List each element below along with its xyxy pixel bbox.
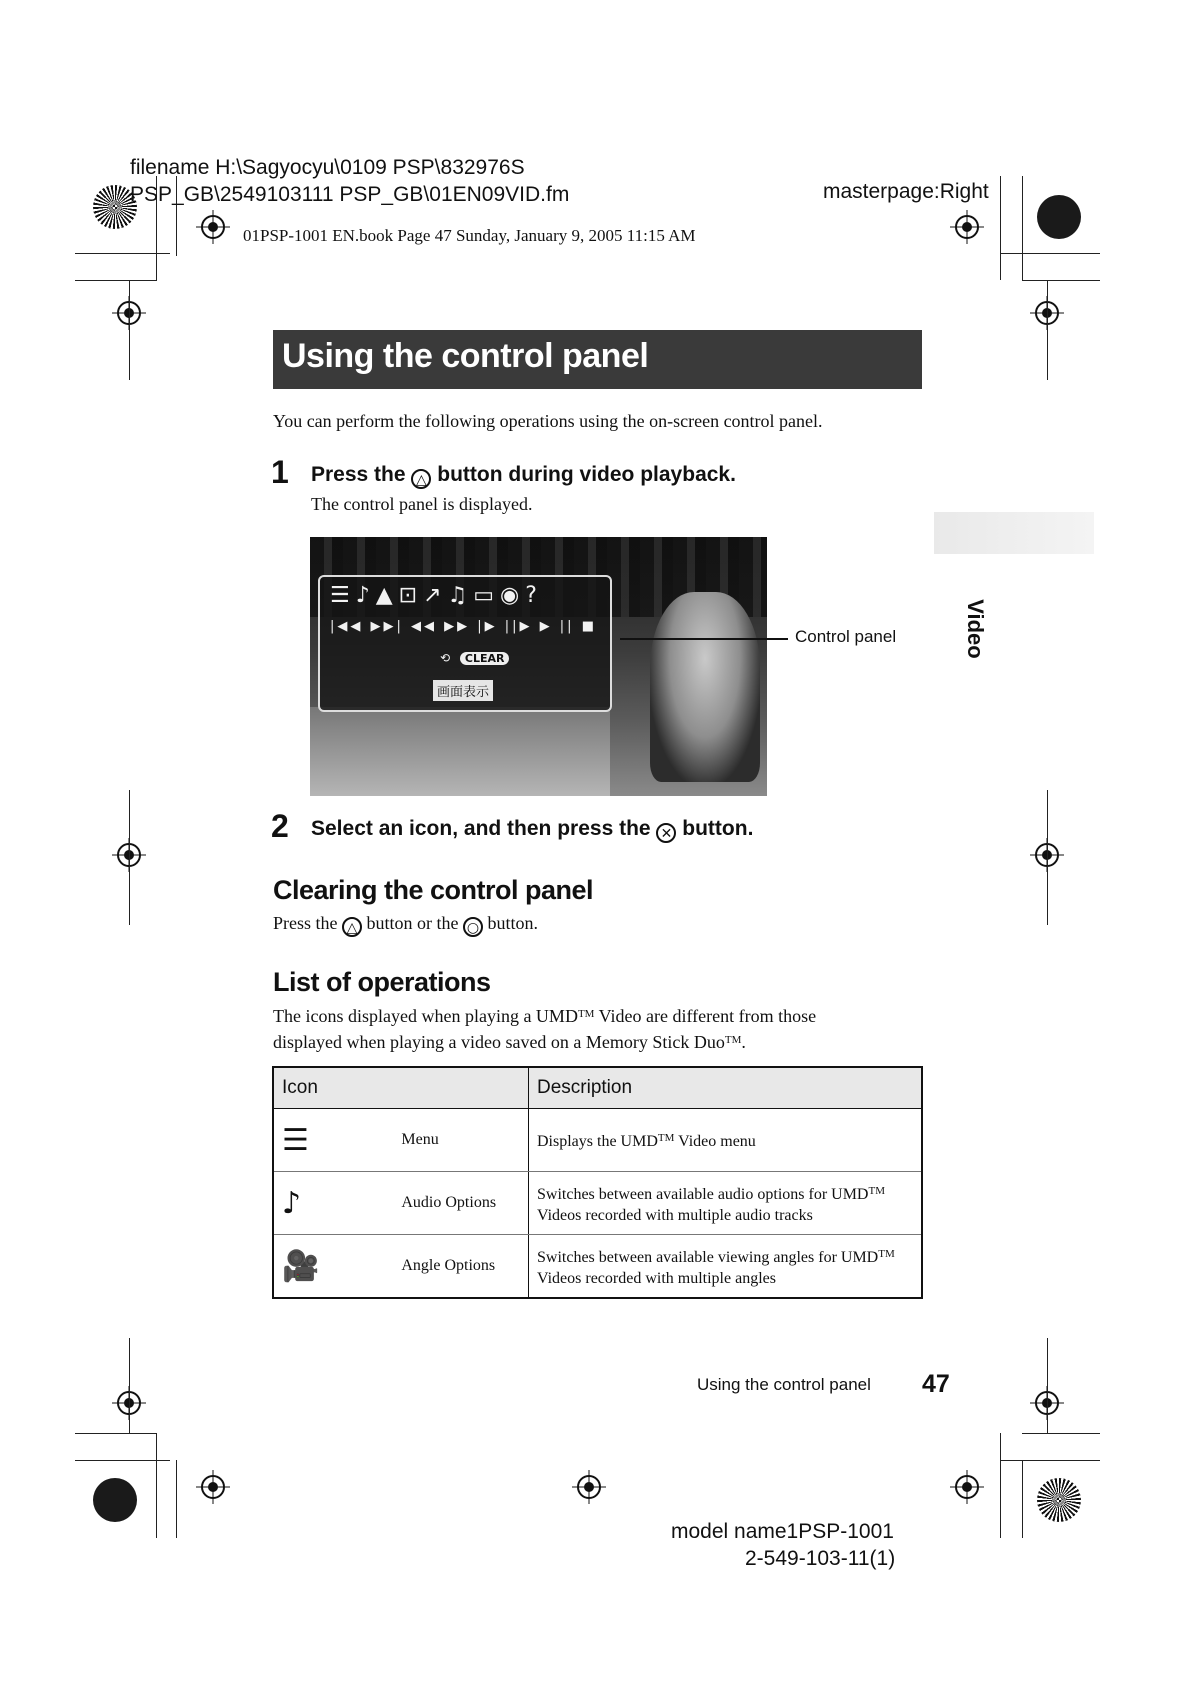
control-panel-icons-row-2: |◀◀ ▶▶| ◀◀ ▶▶ |▶ ||▶ ▶ || ■ xyxy=(330,619,597,634)
step-1-number: 1 xyxy=(271,454,289,490)
display-label: 画面表示 xyxy=(433,680,493,701)
step-1-heading-after: button during video playback. xyxy=(437,463,736,486)
registration-crosshair-icon xyxy=(196,210,230,244)
operation-name: Audio Options xyxy=(389,1172,528,1235)
operation-description xyxy=(529,1235,923,1299)
crop-line xyxy=(129,1338,130,1433)
audio-options-icon: ♪ xyxy=(273,1172,389,1235)
section-title-bar xyxy=(273,330,922,389)
footer-title: Using the control panel xyxy=(697,1375,871,1394)
trademark: TM xyxy=(577,1008,595,1020)
callout-leader-line xyxy=(620,638,788,640)
book-page-line: 01PSP-1001 EN.book Page 47 Sunday, January 9, 2005 11:15 AM xyxy=(243,226,696,245)
crop-line xyxy=(176,1460,177,1538)
triangle-button-icon: △ xyxy=(411,469,431,489)
filename-line-2: PSP_GB\2549103111 PSP_GB\01EN09VID.fm xyxy=(130,183,570,206)
column-header-icon: Icon xyxy=(273,1067,529,1109)
crop-line xyxy=(1000,176,1001,280)
column-header-description: Description xyxy=(529,1067,923,1109)
para-1-text: The icons displayed when playing a UMD xyxy=(273,1006,578,1026)
step-2-number: 2 xyxy=(271,808,289,844)
crop-line xyxy=(1022,1460,1023,1538)
control-panel-overlay xyxy=(318,575,612,712)
desc-text: Switches between available audio options for UMD xyxy=(537,1185,869,1203)
clear-label: CLEAR xyxy=(460,652,510,665)
step-2-heading-before: Select an icon, and then press the xyxy=(311,817,651,840)
operations-table xyxy=(272,1066,923,1299)
operation-description xyxy=(529,1109,923,1172)
registration-burst-bottom-right xyxy=(1037,1478,1081,1522)
registration-dot-bottom-left xyxy=(93,1478,137,1522)
crop-line xyxy=(75,280,157,281)
para-2-text: displayed when playing a video saved on a Memory Stick Duo xyxy=(273,1032,725,1052)
crop-line xyxy=(1022,1433,1100,1434)
section-title: Using the control panel xyxy=(282,337,649,375)
desc-text-line-2: Videos recorded with multiple audio tracks xyxy=(537,1206,813,1224)
model-code: 2-549-103-11(1) xyxy=(745,1547,896,1570)
crop-line xyxy=(1022,280,1100,281)
control-panel-icons-row-3 xyxy=(440,651,509,665)
clearing-text-after: button. xyxy=(487,913,539,933)
chapter-tab xyxy=(934,512,1094,554)
crop-line xyxy=(1000,253,1100,254)
trademark: TM xyxy=(868,1184,885,1197)
registration-crosshair-icon xyxy=(572,1470,606,1504)
desc-text: Switches between available viewing angles for UMD xyxy=(537,1248,879,1266)
control-panel-callout: Control panel xyxy=(795,627,897,646)
crop-line xyxy=(129,790,130,925)
crop-line xyxy=(1000,1460,1100,1461)
registration-dot-top-right xyxy=(1037,195,1081,239)
page-number: 47 xyxy=(922,1370,950,1398)
crop-line xyxy=(129,280,130,380)
desc-text-line-2: Videos recorded with multiple angles xyxy=(537,1269,776,1287)
crop-line xyxy=(156,1433,157,1538)
step-1-heading-before: Press the xyxy=(311,463,406,486)
model-name: model name1PSP-1001 xyxy=(671,1520,894,1543)
registration-crosshair-icon xyxy=(196,1470,230,1504)
intro-text: You can perform the following operations using the on-screen control panel. xyxy=(273,411,823,431)
control-panel-icons-row-1: ☰♪▲⊡↗♫▭◉? xyxy=(330,583,543,608)
table-row xyxy=(273,1235,922,1299)
list-of-operations-heading: List of operations xyxy=(273,967,491,997)
filename-line-1: filename H:\Sagyocyu\0109 PSP\832976S xyxy=(130,156,525,179)
trademark: TM xyxy=(878,1247,895,1260)
seated-person xyxy=(650,592,760,782)
floor xyxy=(310,707,610,796)
repeat-icon: ⟲ xyxy=(440,651,451,665)
masterpage-label: masterpage:Right xyxy=(823,180,989,203)
operation-name: Menu xyxy=(389,1109,528,1172)
table-row xyxy=(273,1172,922,1235)
list-of-operations-para-line-2 xyxy=(273,1032,746,1053)
step-1-heading xyxy=(311,463,736,489)
desc-text-end: Video menu xyxy=(674,1133,756,1150)
crop-line xyxy=(1022,176,1023,280)
cross-button-icon: ✕ xyxy=(656,823,676,843)
para-1-text-end: Video are different from those xyxy=(594,1006,817,1026)
crop-line xyxy=(1047,1338,1048,1433)
crop-line xyxy=(1047,280,1048,380)
menu-icon: ☰ xyxy=(273,1109,389,1172)
triangle-button-icon: △ xyxy=(342,917,362,937)
table-row xyxy=(273,1109,922,1172)
list-of-operations-para-line-1 xyxy=(273,1006,816,1027)
step-1-detail: The control panel is displayed. xyxy=(311,494,533,514)
circle-button-icon: ○ xyxy=(463,917,483,937)
crop-line xyxy=(1000,1433,1001,1538)
angle-options-icon: 🎥 xyxy=(273,1235,389,1299)
trademark: TM xyxy=(657,1132,675,1144)
clearing-heading: Clearing the control panel xyxy=(273,875,594,905)
step-2-heading-after: button. xyxy=(682,817,754,840)
operation-name: Angle Options xyxy=(389,1235,528,1299)
registration-crosshair-icon xyxy=(950,1470,984,1504)
crop-line xyxy=(75,1433,157,1434)
video-playback-screenshot xyxy=(310,537,767,796)
crop-line xyxy=(1047,790,1048,925)
table-header-row xyxy=(273,1067,922,1109)
operation-description xyxy=(529,1172,923,1235)
trademark: TM xyxy=(724,1034,742,1046)
clearing-text-middle: button or the xyxy=(366,913,459,933)
chapter-label-video: Video xyxy=(963,599,988,659)
registration-crosshair-icon xyxy=(950,210,984,244)
para-2-text-end: . xyxy=(741,1032,746,1052)
desc-text: Displays the UMD xyxy=(537,1133,658,1150)
step-2-heading xyxy=(311,817,753,843)
clearing-text xyxy=(273,913,538,937)
clearing-text-before: Press the xyxy=(273,913,338,933)
